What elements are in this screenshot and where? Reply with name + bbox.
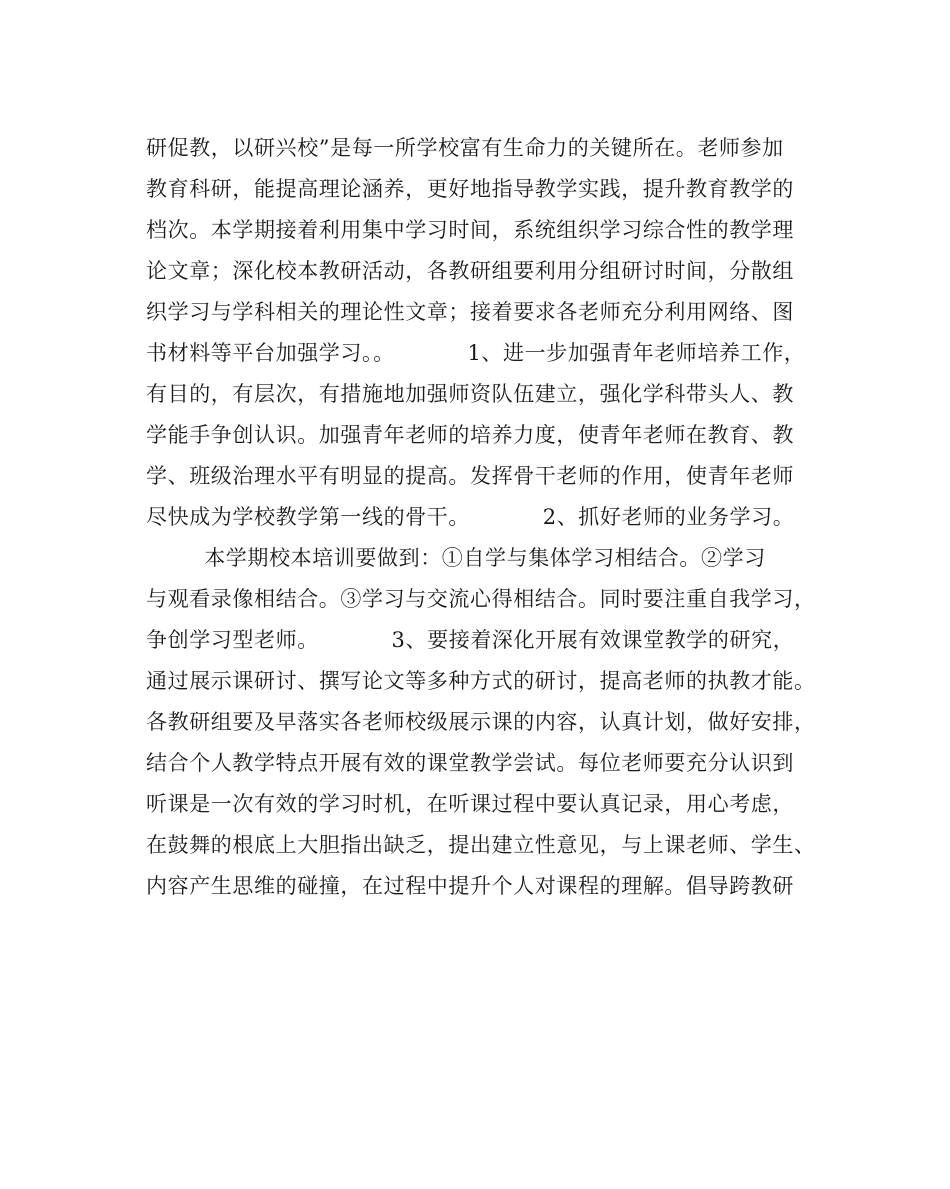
text-line: 研促教，以研兴校”是每一所学校富有生命力的关键所在。老师参加 <box>146 136 784 160</box>
text-line: 织学习与学科相关的理论性文章；接着要求各老师充分利用网络、图 <box>146 300 794 324</box>
text-line: 学、班级治理水平有明显的提高。发挥骨干老师的作用，使青年老师 <box>146 464 794 488</box>
text-line: 与观看录像相结合。③学习与交流心得相结合。同时要注重自我学习， <box>146 587 816 611</box>
text-line: 尽快成为学校教学第一线的骨干。 2、抓好老师的业务学习。 <box>146 505 795 529</box>
text-line: 通过展示课研讨、撰写论文等多种方式的研讨，提高老师的执教才能。 <box>146 669 816 693</box>
text-line: 书材料等平台加强学习。。 1、进一步加强青年老师培养工作， <box>146 341 806 365</box>
text-line: 各教研组要及早落实各老师校级展示课的内容，认真计划，做好安排， <box>146 710 816 734</box>
text-line: 在鼓舞的根底上大胆指出缺乏，提出建立性意见，与上课老师、学生、 <box>146 833 816 857</box>
text-line: 内容产生思维的碰撞，在过程中提升个人对课程的理解。倡导跨教研 <box>146 874 794 898</box>
text-line: 教育科研，能提高理论涵养，更好地指导教学实践，提升教育教学的 <box>146 177 794 201</box>
text-line: 争创学习型老师。 3、要接着深化开展有效课堂教学的研究， <box>146 628 795 652</box>
text-line: 有目的，有层次，有措施地加强师资队伍建立，强化学科带头人、教 <box>146 382 794 406</box>
text-line: 档次。本学期接着利用集中学习时间，系统组织学习综合性的教学理 <box>146 218 794 242</box>
text-line: 学能手争创认识。加强青年老师的培养力度，使青年老师在教育、教 <box>146 423 794 447</box>
body-text <box>146 128 816 907</box>
text-line: 论文章；深化校本教研活动，各教研组要利用分组研讨时间，分散组 <box>146 259 794 283</box>
text-line: 结合个人教学特点开展有效的课堂教学尝试。每位老师要充分认识到 <box>146 751 794 775</box>
text-line: 听课是一次有效的学习时机，在听课过程中要认真记录，用心考虑， <box>146 792 794 816</box>
text-line: 本学期校本培训要做到：①自学与集体学习相结合。②学习 <box>146 546 766 570</box>
